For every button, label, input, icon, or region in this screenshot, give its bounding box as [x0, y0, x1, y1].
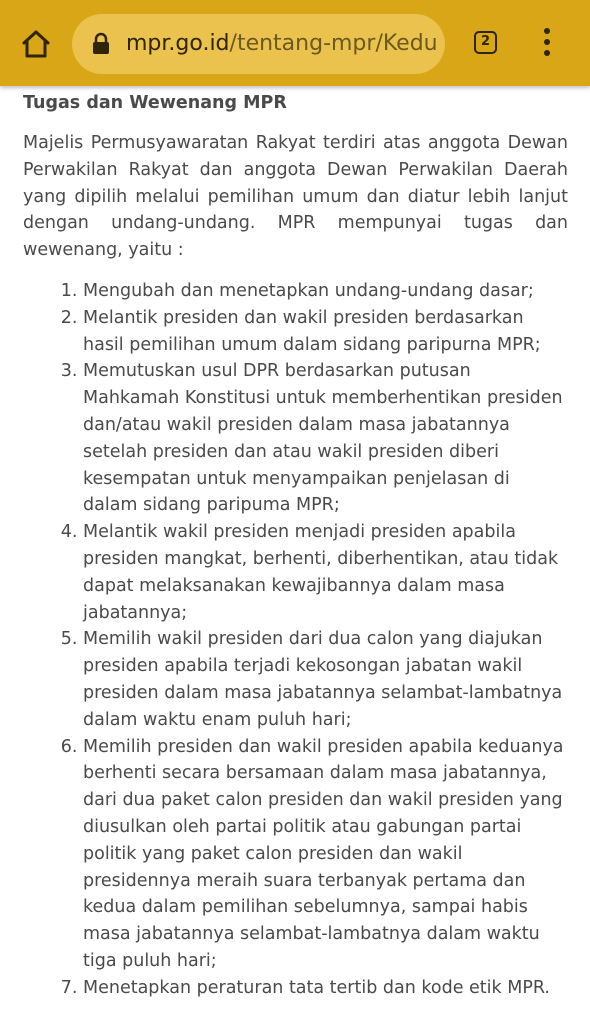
- url-bar[interactable]: [72, 14, 445, 74]
- list-item: 6. Memilih presiden dan wakil presiden apabila keduanya berhenti secara bersamaan dalam masa jabatannya, dari dua paket calon presiden dan wakil presiden yang diusulkan oleh partai politik atau gabungan partai politik yang paket calon presiden dan wakil presidennya meraih suara terbanyak pertama dan kedua dalam pemilihan sebelumnya, sampai habis masa jabatannya selambat-lambatnya dalam waktu tiga puluh hari;: [83, 734, 568, 975]
- tab-switcher-button[interactable]: 2: [474, 31, 497, 54]
- home-icon[interactable]: [16, 24, 56, 64]
- duties-list: [23, 278, 568, 1002]
- lock-icon: [90, 32, 112, 56]
- more-vert-icon[interactable]: [540, 28, 554, 60]
- list-item: 3. Memutuskan usul DPR berdasarkan putusan Mahkamah Konstitusi untuk memberhentikan presiden dan/atau wakil presiden dalam masa jabatannya setelah presiden dan atau wakil presiden diberi kesempatan untuk menyampaikan penjelasan di dalam sidang paripuma MPR;: [83, 358, 568, 519]
- browser-toolbar: [0, 0, 590, 86]
- article-content: [23, 90, 568, 1002]
- url-text: [126, 14, 438, 74]
- list-item: 2. Melantik presiden dan wakil presiden berdasarkan hasil pemilihan umum dalam sidang paripurna MPR;: [83, 305, 568, 359]
- url-path: /tentang-mpr/Kedu: [229, 31, 438, 56]
- list-item: 1. Mengubah dan menetapkan undang-undang dasar;: [83, 278, 568, 305]
- list-item: 7. Menetapkan peraturan tata tertib dan kode etik MPR.: [83, 975, 568, 1002]
- list-item: 5. Memilih wakil presiden dari dua calon yang diajukan presiden apabila terjadi kekosongan jabatan wakil presiden dalam masa jabatannya selambat-lambatnya dalam waktu enam puluh hari;: [83, 626, 568, 733]
- url-host: mpr.go.id: [126, 31, 230, 56]
- article-intro: Majelis Permusyawaratan Rakyat terdiri atas anggota Dewan Perwakilan Rakyat dan anggota Dewan Perwakilan Daerah yang dipilih melalui pemilihan umum dan diatur lebih lanjut dengan undang-undang. MPR mempunyai tugas dan wewenang, yaitu :: [23, 133, 568, 261]
- article-heading: Tugas dan Wewenang MPR: [23, 93, 287, 113]
- list-item: 4. Melantik wakil presiden menjadi presiden apabila presiden mangkat, berhenti, diberhentikan, atau tidak dapat melaksanakan kewajibannya dalam masa jabatannya;: [83, 519, 568, 626]
